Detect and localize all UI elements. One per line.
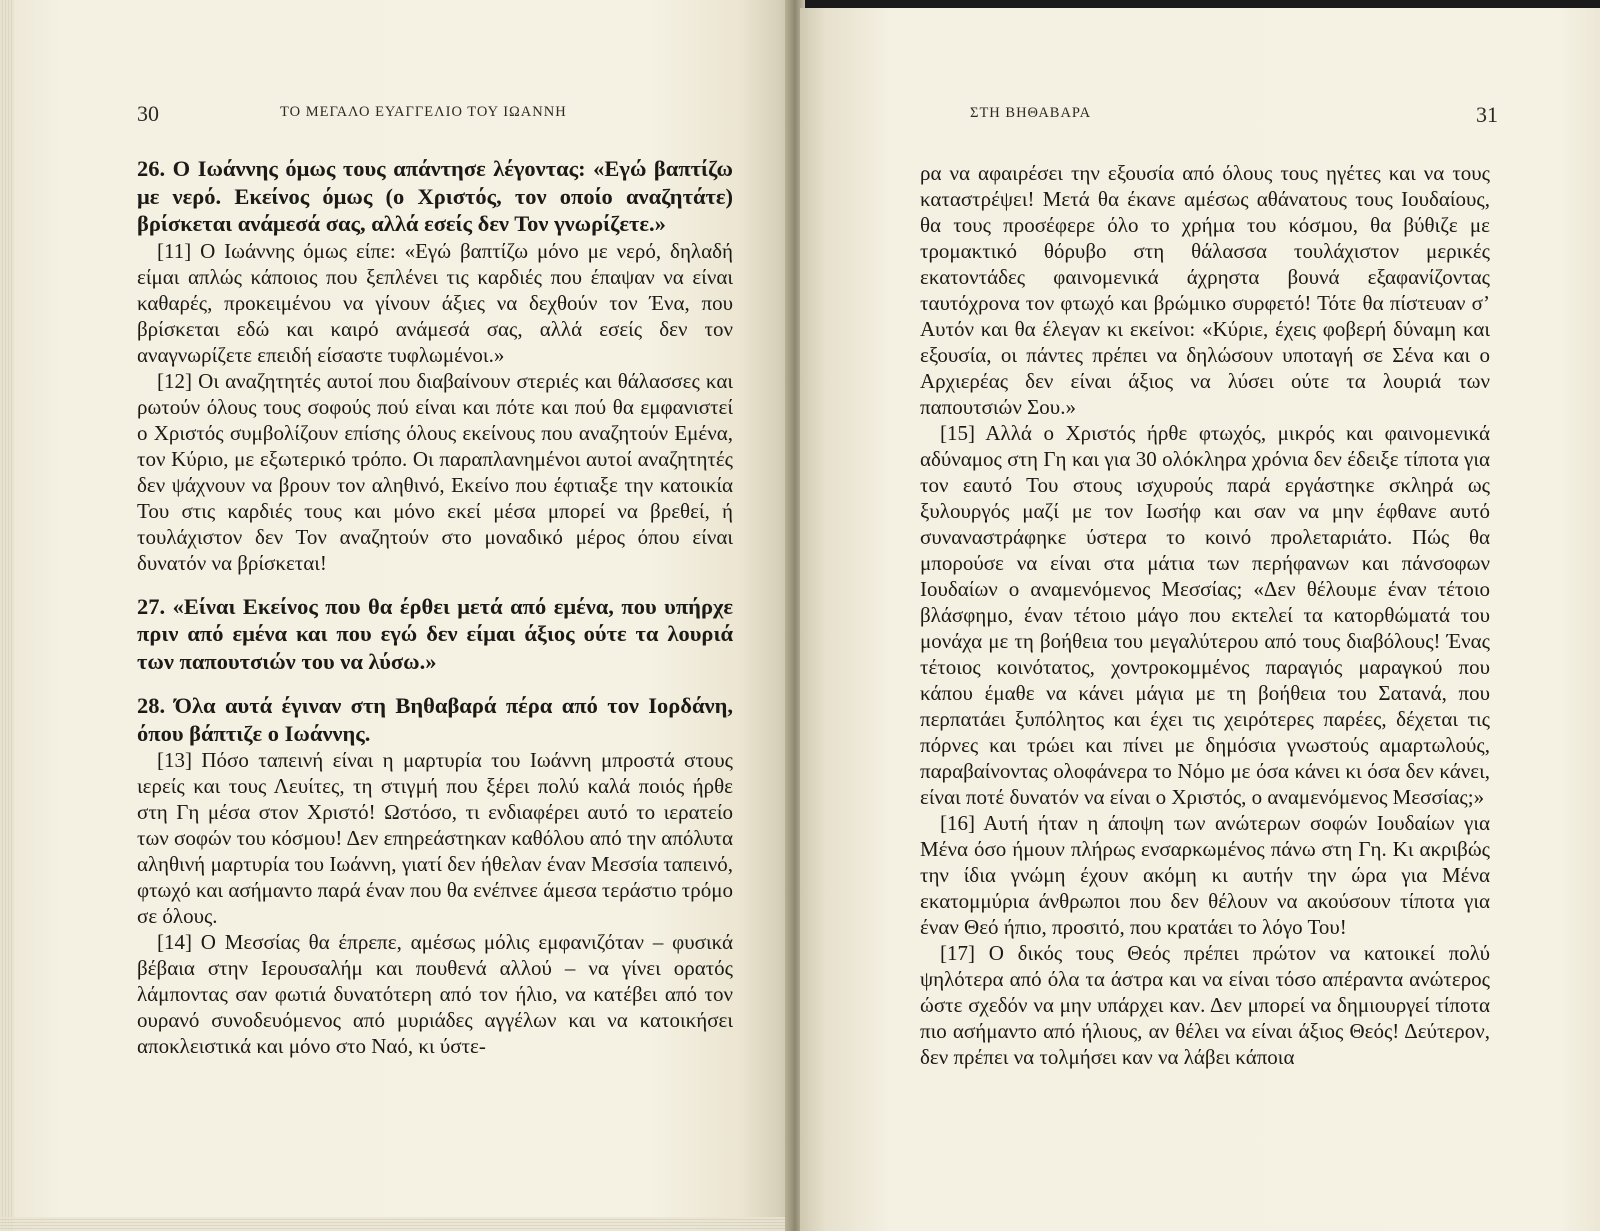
running-head: ΤΟ ΜΕΓΑΛΟ ΕΥΑΓΓΕΛΙΟ ΤΟΥ ΙΩΑΝΝΗ: [280, 104, 567, 120]
page-number: 30: [137, 101, 159, 126]
paragraph-15: [15] Αλλά ο Χριστός ήρθε φτωχός, μικρός και φαινομενικά αδύναμος στη Γη και για 30 ολόκληρα χρόνια δεν έδειξε τίποτα για τον εαυτό Του στους ισχυρούς παρά εργάστηκε σκληρά ως ξυλουργός μαζί με τον Ιωσήφ και σαν να μην έφθανε αυτό συναναστράφηκε ύστερα το κοινό προλεταριάτο. Πώς θα μπορούσε να είναι στα μάτια των περήφανων και πάνσοφων Ιουδαίων ο αναμενόμενος Μεσσίας; «Δεν θέλουμε έναν τέτοιο βλάσφημο, έναν τέτοιο μάγο που εκτελεί τα κατορθώματά του μονάχα με τη βοήθεια του μεγαλύτερου από τους διαβόλους! Ένας τέτοιος κοινότατος, χοντροκομμένος παραγιός μαραγκού που κάπου έμαθε να κάνει μάγια με τη βοήθεια του Σατανά, που περπατάει ξυπόλητος και έχει τις χειρότερες παρέες, δέχεται τις πόρνες και τρώει και πίνει με δημόσια γνωστούς αμαρτωλούς, παραβαίνοντας ολοφάνερα το Νόμο με όσα κάνει κι όσα δεν κάνει, είναι ποτέ δυνατόν να είναι ο Χριστός, ο αναμενόμενος Μεσσίας;»: [920, 421, 1490, 809]
page-stack-edge-bottom: [0, 1217, 795, 1231]
paragraph-14-continued: ρα να αφαιρέσει την εξουσία από όλους τους ηγέτες και να τους καταστρέψει! Μετά θα έκανε αμέσως αθάνατους τους Ιουδαίους, θα τους προσέφερε όλο το χρήμα του κόσμου, θα βύθιζε με τρομακτικό θόρυβο στη θάλασσα τουλάχιστον μερικές εκατοντάδες φαινομενικά άχρηστα βουνά εξαφανίζοντας ταυτόχρονα τον φτωχό και βρώμικο συρφετό! Τότε θα πίστευαν σ’ Αυτόν και θα έλεγαν κι εκείνοι: «Κύριε, έχεις φοβερή δύναμη και εξουσία, οι πάντες πρέπει να δηλώσουν υποταγή σε Σένα και ο Αρχιερέας δεν είναι άξιος να λύσει ούτε τα λουριά των παπουτσιών Σου.»: [920, 161, 1490, 419]
paragraph-14: [14] Ο Μεσσίας θα έπρεπε, αμέσως μόλις εμφανιζόταν – φυσικά βέβαια στην Ιερουσαλήμ και πουθενά αλλού – να γίνει ορατός λάμποντας σαν φωτιά δυνατότερη από τον ήλιο, να κατέβει από τον ουρανό συνοδευόμενος από μυριάδες αγγέλων και να κατοικήσει αποκλειστικά και μόνο στο Ναό, κι ύστε-: [137, 930, 733, 1058]
page-stack-edge: [0, 0, 14, 1231]
paragraph-11: [11] Ο Ιωάννης όμως είπε: «Εγώ βαπτίζω μόνο με νερό, δηλαδή είμαι απλώς κάποιος που ξεπλένει τις καρδιές που έπαψαν να είναι καθαρές, προκειμένου να γίνουν άξιες να δεχθούν τον Ένα, που βρίσκεται εδώ και καιρό ανάμεσά σας, αλλά εσείς δεν τον αναγνωρίζετε επειδή είσαστε τυφλωμένοι.»: [137, 238, 733, 367]
paragraph-16: [16] Αυτή ήταν η άποψη των ανώτερων σοφών Ιουδαίων για Μένα όσο ήμουν πλήρως ενσαρκωμένος πάνω στη Γη. Κι ακριβώς την ίδια γνώμη έχουν ακόμη κι αυτήν την ώρα για Μένα εκατομμύρια άνθρωποι που δεν θέλουν να ακούσουν τίποτα για έναν Θεό ήπιο, προσιτό, που κρατάει το λόγο Του!: [920, 811, 1490, 939]
left-page: [0, 0, 795, 1231]
spacer: [137, 576, 733, 593]
right-page: [800, 8, 1600, 1231]
running-head: ΣΤΗ ΒΗΘΑΒΑΡΑ: [970, 105, 1092, 121]
paragraph-17: [17] Ο δικός τους Θεός πρέπει πρώτον να κατοικεί πολύ ψηλότερα από όλα τα άστρα και να είναι τόσο απέραντα ανώτερος ώστε σχεδόν να μην υπάρχει καν. Δεν μπορεί να δημιουργεί τίποτα πιο ασήμαντο από ήλιους, αν θέλει να είναι άξιος Θεός! Δεύτερον, δεν πρέπει να τολμήσει καν να λάβει κάποια: [920, 941, 1490, 1069]
paragraph-12: [12] Οι αναζητητές αυτοί που διαβαίνουν στεριές και θάλασσες και ρωτούν όλους τους σοφούς πού είναι και πότε και πού θα εμφανιστεί ο Χριστός συμβολίζουν επίσης όλους εκείνους που αναζητούν Εμένα, τον Κύριο, με εξωτερικό τρόπο. Οι παραπλανημένοι αυτοί αναζητητές δεν ψάχνουν να βρουν τον αληθινό, Εκείνο που έφτιαξε την κατοικία Του στις καρδιές τους και μόνο εκεί μέσα μπορεί να βρεθεί, ή τουλάχιστον δεν Τον αναζητούν στο μοναδικό μέρος όπου είναι δυνατόν να βρίσκεται!: [137, 368, 733, 575]
spacer: [137, 675, 733, 692]
paragraph-13: [13] Πόσο ταπεινή είναι η μαρτυρία του Ιωάννη μπροστά στους ιερείς και τους Λευίτες, τη στιγμή που ξέρει πολύ καλά ποιός ήρθε στη Γη μέσα στον Χριστό! Ωστόσο, τι ενδιαφέρει αυτό το ιερατείο των σοφών του κόσμου! Δεν επηρεάστηκαν καθόλου από την απόλυτα αληθινή μαρτυρία του Ιωάννη, γιατί δεν ήθελαν έναν Μεσσία ταπεινό, φτωχό και ασήμαντο παρά έναν που θα ενέπνεε άμεσα τεράστιο τρόμο σε όλους.: [137, 748, 733, 928]
right-text-block: [920, 160, 1490, 1070]
left-text-block: [137, 155, 733, 1059]
verse-26: 26. Ο Ιωάννης όμως τους απάντησε λέγοντας: «Εγώ βαπτίζω με νερό. Εκείνος όμως (ο Χριστός, τον οποίο αναζητάτε) βρίσκεται ανάμεσά σας, αλλά εσείς δεν Τον γνωρίζετε.»: [137, 156, 733, 236]
verse-27: 27. «Είναι Εκείνος που θα έρθει μετά από εμένα, που υπήρχε πριν από εμένα και που εγώ δεν είμαι άξιος ούτε τα λουριά των παπουτσιών του να λύσω.»: [137, 593, 733, 674]
page-number: 31: [1476, 102, 1498, 127]
verse-28: 28. Όλα αυτά έγιναν στη Βηθαβαρά πέρα από τον Ιορδάνη, όπου βάπτιζε ο Ιωάννης.: [137, 693, 733, 746]
